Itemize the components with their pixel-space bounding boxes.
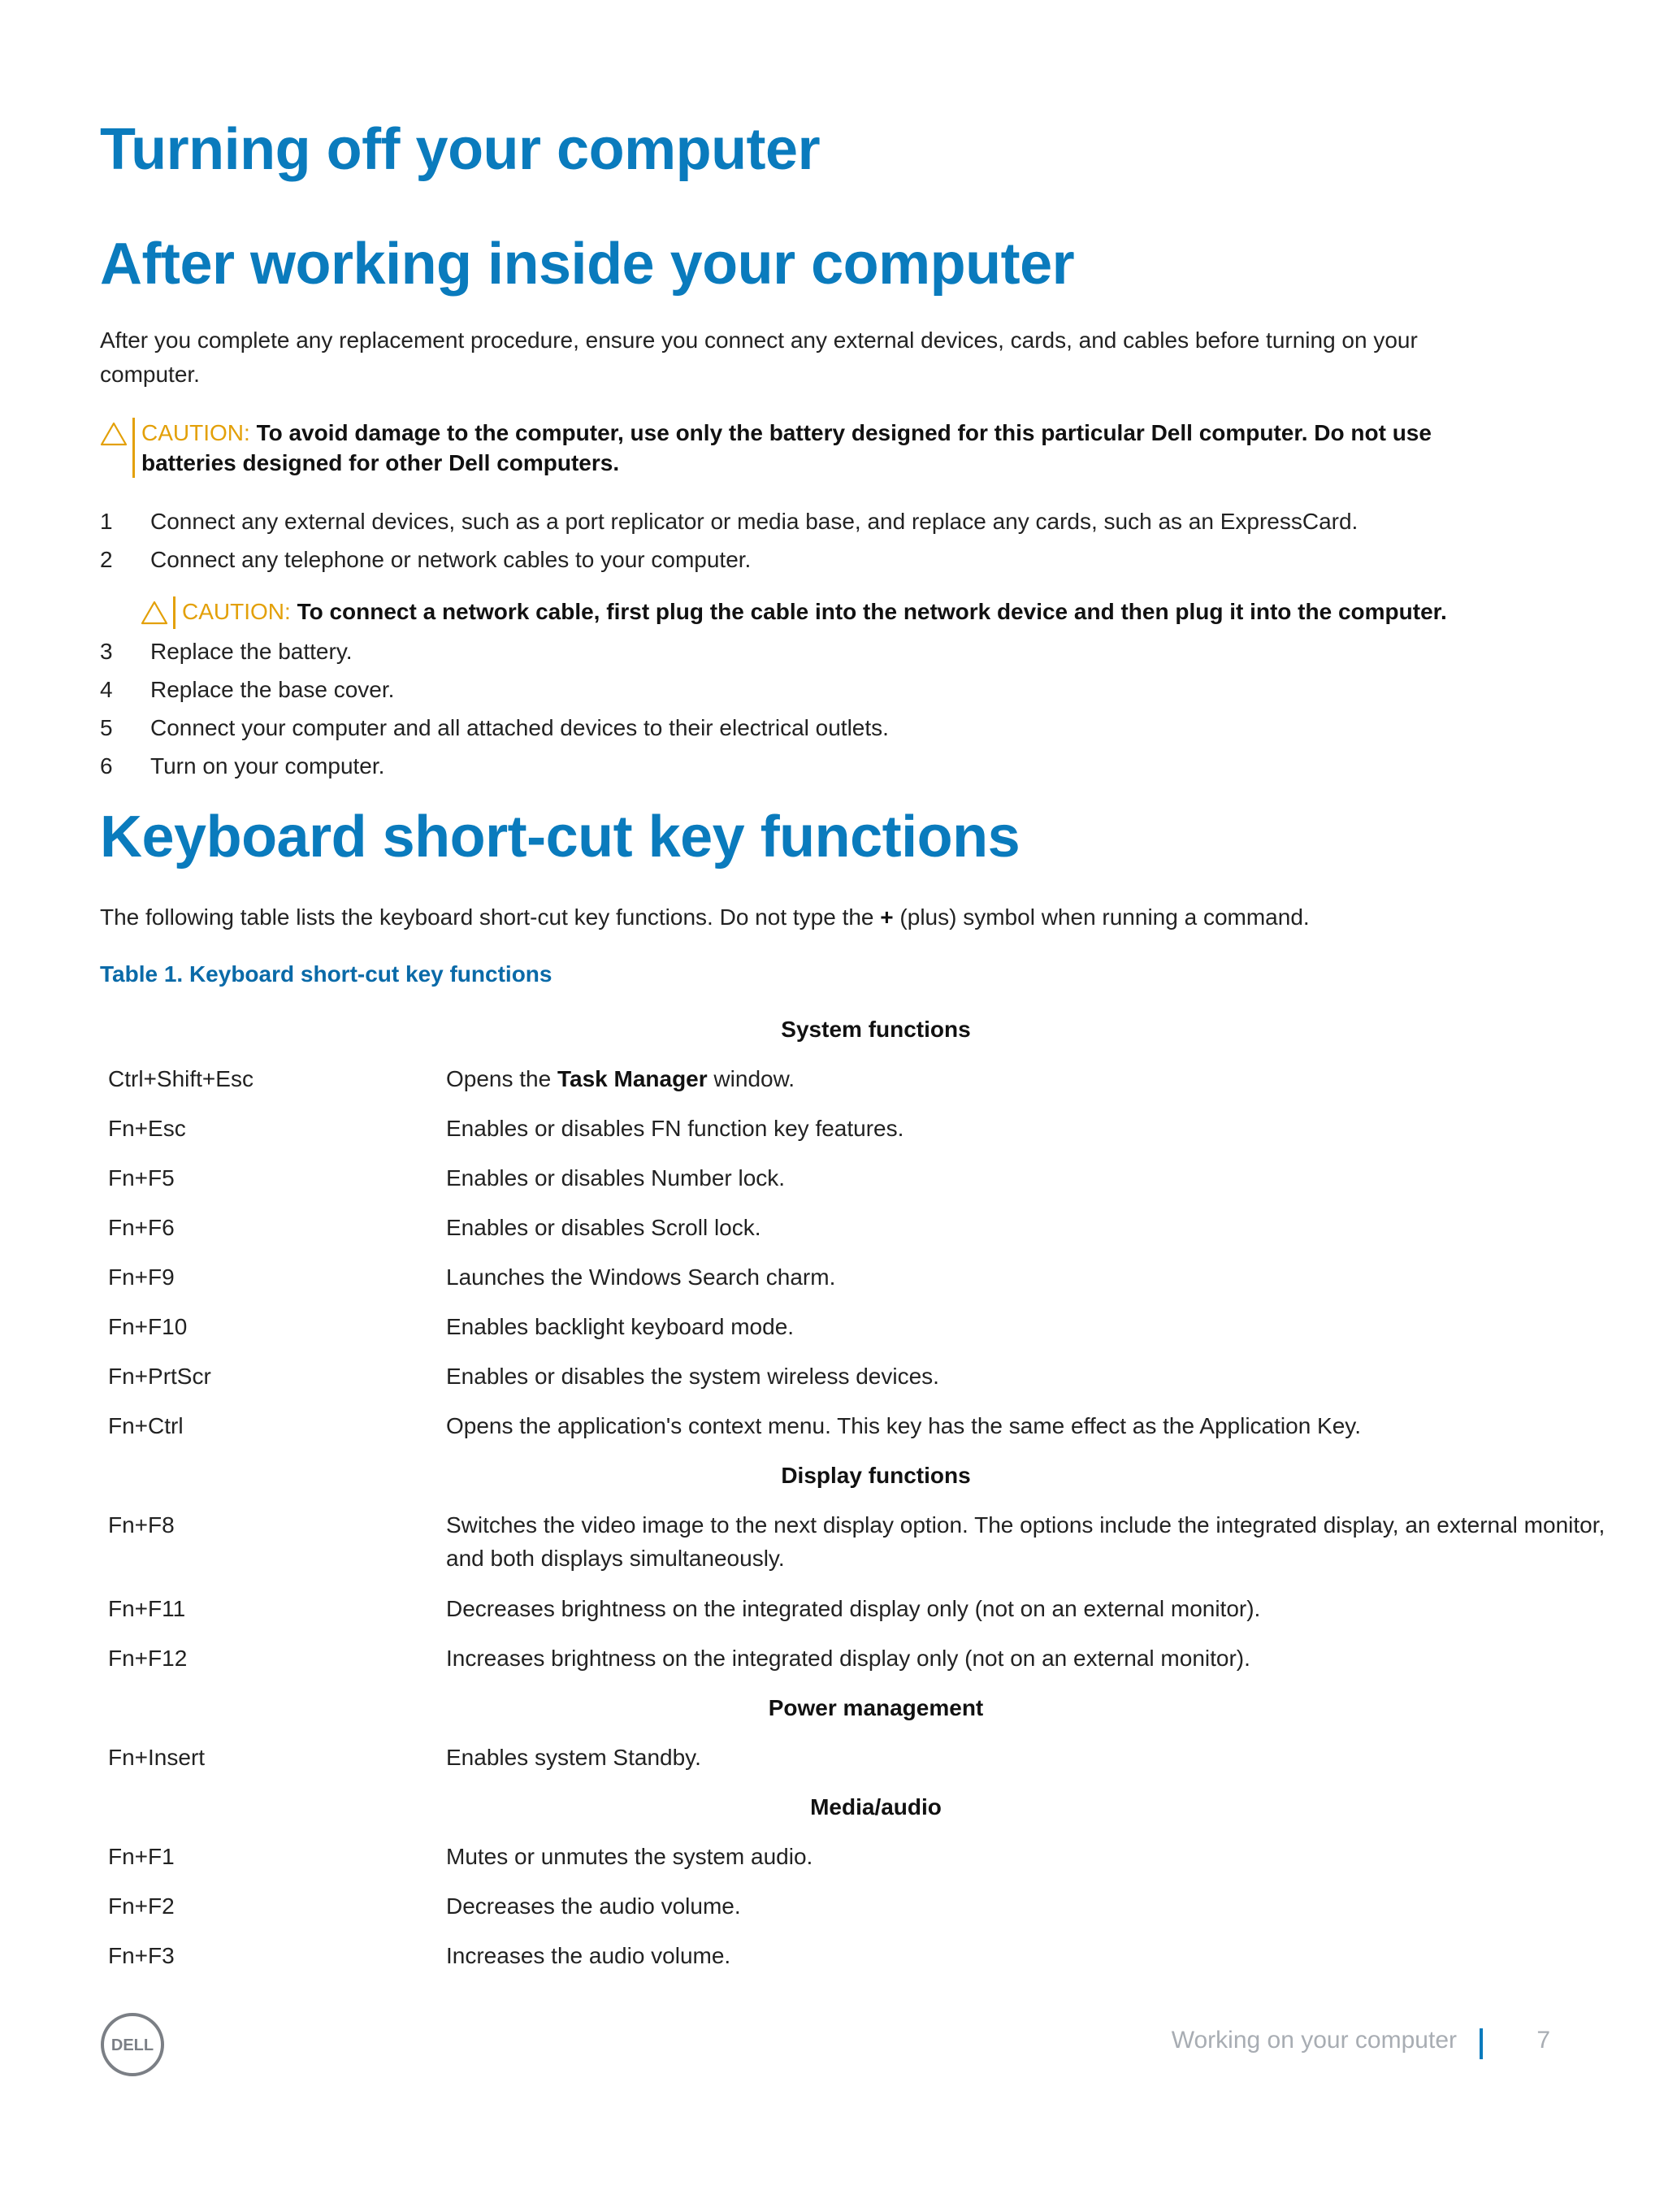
- step-text: Connect your computer and all attached devices to their electrical outlets.: [150, 715, 889, 740]
- shortcut-key: Fn+Esc: [108, 1116, 186, 1141]
- step-text: Replace the battery.: [150, 639, 353, 664]
- caution-triangle-icon: [141, 600, 168, 626]
- group-title-media: Media/audio: [810, 1794, 942, 1819]
- step-number: 4: [100, 677, 113, 702]
- caution-label: CAUTION:: [182, 599, 291, 624]
- group-title-display: Display functions: [781, 1463, 971, 1488]
- step-text: Connect any telephone or network cables to your computer.: [150, 547, 752, 572]
- shortcut-description: Enables system Standby.: [446, 1745, 701, 1770]
- shortcut-description: [438, 1062, 1652, 1112]
- page-footer: [100, 2007, 1562, 2080]
- caution-label: CAUTION:: [141, 420, 250, 445]
- page-number: 7: [1536, 2027, 1550, 2054]
- shortcut-key: Fn+F12: [108, 1646, 188, 1671]
- description-emphasis: Task Manager: [557, 1066, 708, 1091]
- table-row: [100, 1360, 1652, 1409]
- after-working-paragraph: After you complete any replacement procedure, ensure you connect any external devices, cards, and cables before turning on your computer.: [100, 327, 1418, 387]
- description-text: Opens the: [446, 1066, 557, 1091]
- shortcut-key: Fn+F9: [108, 1264, 175, 1290]
- table-caption: Table 1. Keyboard short-cut key functions: [100, 961, 552, 987]
- shortcut-description: Increases the audio volume.: [446, 1943, 731, 1968]
- logo-wordmark: DELL: [110, 2036, 154, 2054]
- step-text: Turn on your computer.: [150, 753, 385, 779]
- table-row: [100, 1741, 1652, 1790]
- shortcut-description: Enables or disables FN function key features.: [446, 1116, 904, 1141]
- caution-bar: [173, 596, 176, 629]
- table-row: [100, 1409, 1652, 1459]
- table-row: [100, 1260, 1652, 1310]
- table-group-header: [100, 1790, 1652, 1840]
- table-row: [100, 1592, 1652, 1642]
- table-row: [100, 1889, 1652, 1939]
- step-text: Connect any external devices, such as a port replicator or media base, and replace any cards, such as an ExpressCard.: [150, 509, 1358, 534]
- step-number: 3: [100, 639, 113, 664]
- heading-turning-off: Turning off your computer: [100, 117, 821, 182]
- table-row: [100, 1211, 1652, 1260]
- table-row: [100, 1642, 1652, 1691]
- dell-logo-icon: [100, 2012, 165, 2077]
- keyboard-paragraph-start: The following table lists the keyboard short-cut key functions. Do not type the: [100, 904, 881, 930]
- step-text: Replace the base cover.: [150, 677, 395, 702]
- list-item: [100, 540, 1358, 579]
- shortcut-key: Fn+F10: [108, 1314, 188, 1339]
- caution-triangle-icon: [100, 421, 128, 447]
- shortcut-key: Fn+F8: [108, 1512, 175, 1538]
- steps-list-b: [100, 632, 889, 785]
- shortcut-key: Fn+F5: [108, 1165, 175, 1191]
- table-row: [100, 1310, 1652, 1360]
- keyboard-paragraph-end: (plus) symbol when running a command.: [893, 904, 1310, 930]
- group-title-power: Power management: [768, 1695, 984, 1720]
- table-group-header: [100, 1691, 1652, 1741]
- caution-text: [182, 596, 1447, 627]
- shortcut-table: [100, 1013, 1652, 1989]
- step-number: 2: [100, 547, 113, 572]
- heading-after-working: After working inside your computer: [100, 232, 1075, 297]
- shortcut-description: Enables or disables Scroll lock.: [446, 1215, 761, 1240]
- table-row: [100, 1161, 1652, 1211]
- shortcut-key: Fn+F2: [108, 1893, 175, 1919]
- caution-message: To avoid damage to the computer, use only the battery designed for this particular Dell computer. Do not use batteries designed for other Dell computers.: [141, 420, 1432, 475]
- footer-section-title: Working on your computer: [1171, 2027, 1457, 2054]
- shortcut-key: Fn+F1: [108, 1844, 175, 1869]
- shortcut-key: Fn+F3: [108, 1943, 175, 1968]
- step-number: 6: [100, 753, 113, 779]
- caution-message: To connect a network cable, first plug the cable into the network device and then plug it into the computer.: [297, 599, 1447, 624]
- list-item: [100, 502, 1358, 540]
- shortcut-description: Enables or disables the system wireless devices.: [446, 1364, 939, 1389]
- shortcut-description: Decreases brightness on the integrated display only (not on an external monitor).: [446, 1596, 1261, 1621]
- shortcut-description: Increases brightness on the integrated display only (not on an external monitor).: [446, 1646, 1250, 1671]
- keyboard-paragraph: [100, 900, 1497, 935]
- table-row: [100, 1939, 1652, 1989]
- shortcut-key: Fn+F6: [108, 1215, 175, 1240]
- caution-bar: [132, 418, 135, 478]
- table-group-header: [100, 1013, 1652, 1062]
- shortcut-description: Decreases the audio volume.: [446, 1893, 741, 1919]
- caution-battery: [100, 418, 1497, 478]
- shortcut-description: Launches the Windows Search charm.: [446, 1264, 836, 1290]
- step-number: 5: [100, 715, 113, 740]
- table-group-header: [100, 1459, 1652, 1508]
- shortcut-key: Fn+Ctrl: [108, 1413, 184, 1438]
- caution-network-cable: [141, 596, 1522, 629]
- heading-keyboard-shortcuts: Keyboard short-cut key functions: [100, 805, 1020, 870]
- steps-list-a: [100, 502, 1358, 579]
- shortcut-description: Opens the application's context menu. This key has the same effect as the Application Key.: [446, 1413, 1362, 1438]
- caution-text: [141, 418, 1497, 478]
- shortcut-key: Fn+Insert: [108, 1745, 206, 1770]
- list-item: [100, 747, 889, 785]
- shortcut-key: Fn+F11: [108, 1596, 186, 1621]
- footer-divider: [1480, 2028, 1483, 2059]
- table-row: [100, 1112, 1652, 1161]
- shortcut-description: Enables backlight keyboard mode.: [446, 1314, 795, 1339]
- list-item: [100, 670, 889, 709]
- shortcut-description: Switches the video image to the next display option. The options include the integrated display, an external monitor, and both displays simultaneously.: [446, 1512, 1606, 1571]
- group-title-system: System functions: [781, 1017, 971, 1042]
- shortcut-key: Fn+PrtScr: [108, 1364, 211, 1389]
- shortcut-description: Enables or disables Number lock.: [446, 1165, 786, 1191]
- list-item: [100, 709, 889, 747]
- table-row: [100, 1062, 1652, 1112]
- shortcut-description: Mutes or unmutes the system audio.: [446, 1844, 813, 1869]
- shortcut-key: Ctrl+Shift+Esc: [108, 1066, 254, 1091]
- table-row: [100, 1840, 1652, 1889]
- step-number: 1: [100, 509, 113, 534]
- table-row: [100, 1508, 1652, 1592]
- description-text: window.: [707, 1066, 795, 1091]
- plus-symbol: +: [880, 904, 894, 930]
- list-item: [100, 632, 889, 670]
